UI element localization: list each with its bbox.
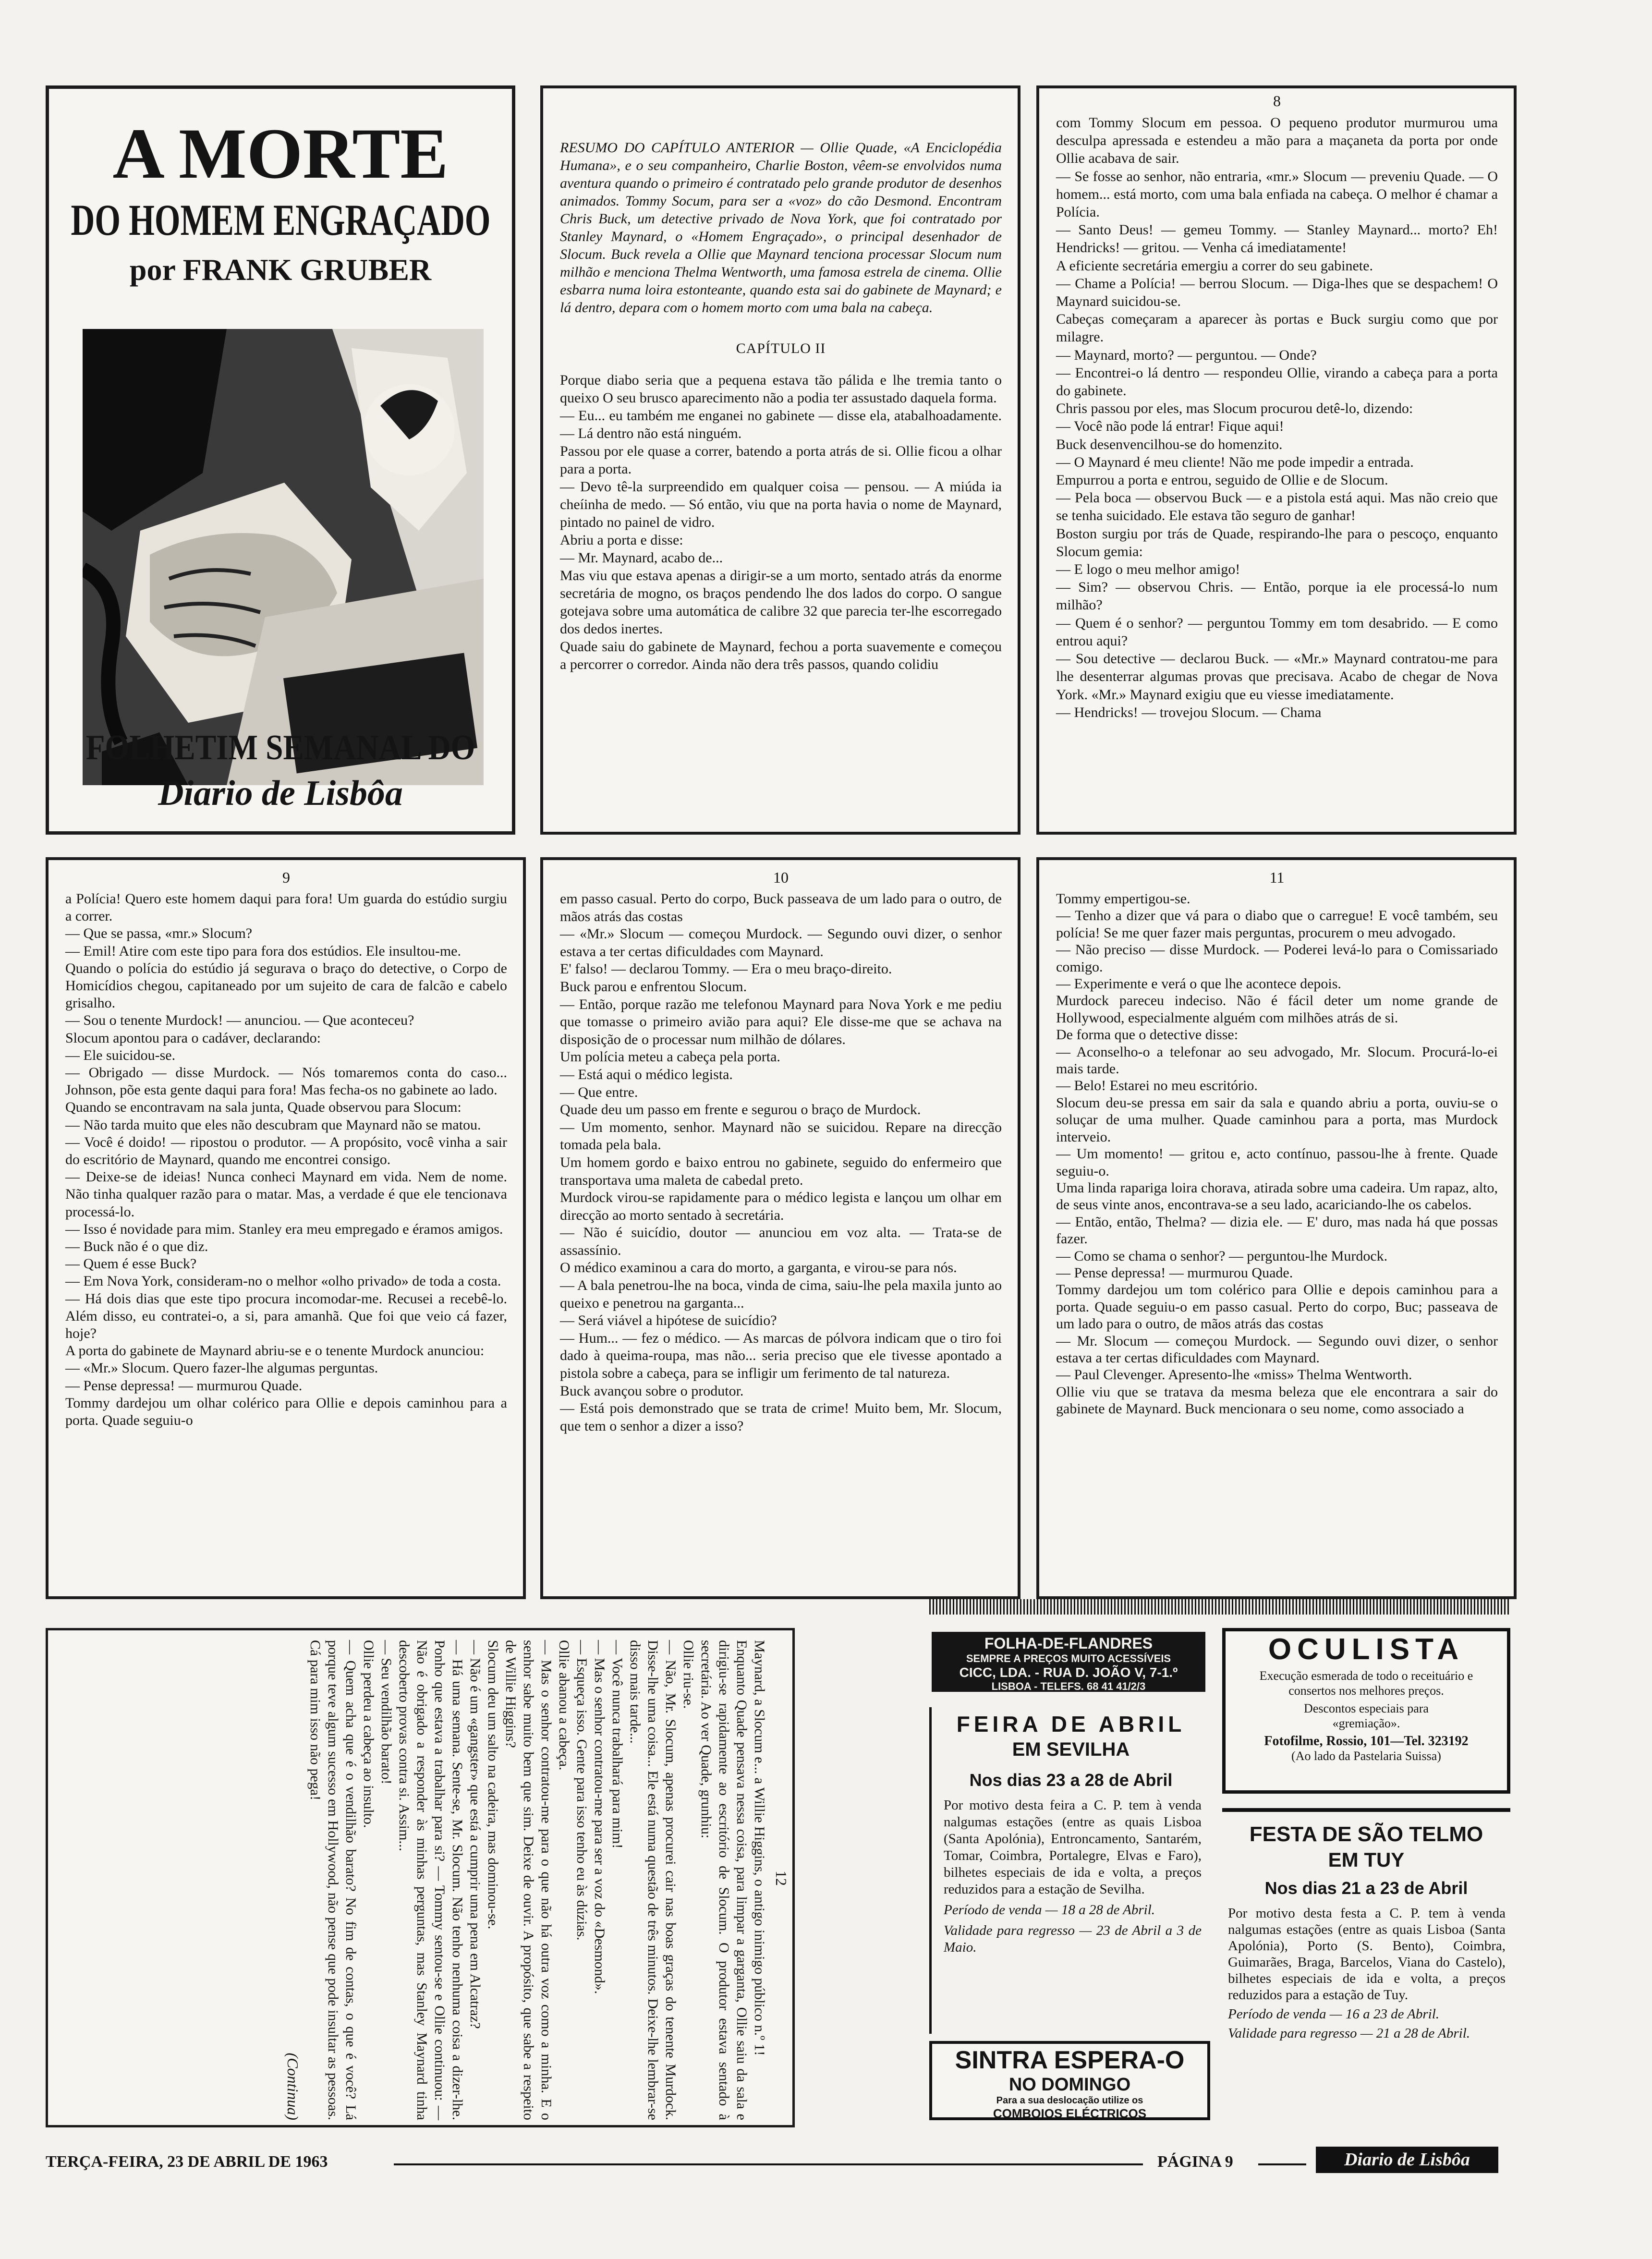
page-number: 12 xyxy=(773,1870,790,1886)
byline: por FRANK GRUBER xyxy=(129,253,432,287)
ad-oculista-text1: Execução esmerada de todo o receituário e consertos nos melhores preços. xyxy=(1259,1669,1473,1698)
ad-sevilha-validade: Validade para regresso — 23 de Abril a 3 de Maio. xyxy=(944,1923,1202,1955)
ad-telmo-validade: Validade para regresso — 21 a 28 de Abril. xyxy=(1228,2026,1470,2041)
page-body: Tommy empertigou-se. — Tenho a dizer que vá para o diabo que o carregue! E você também, seu polícia! Se me quer fazer mais perguntas, procurem o meu advogado. — Não preciso — disse Murdock. — Poderei levá-lo para o Comissariado comigo. — Experimente e verá o que lhe acontece depois. Murdock pareceu indeciso. Não é fácil deter um nome grande de Hollywood, especialmente alguém com milhões atrás de si. De forma que o detective disse: — Aconselho-o a telefonar ao seu advogado, Mr. Slocum. Procurá-lo-ei mais tarde. — Belo! Estarei no meu escritório. Slocum deu-se pressa em sair da sala e quando abriu a porta, ouviu-se o soluçar de uma mulher. Quade caminhou para a porta, mas Murdock interveio. — Um momento! — gritou e, acto contínuo, passou-lhe à frente. Quade seguiu-o. Uma linda rapariga loira chorava, atirada sobre uma cadeira. Um rapaz, alto, de seus vinte anos, encontrava-se a seu lado, acariciando-lhe os cabelos. — Então, então, Thelma? — dizia ele. — E' duro, mas nada há que possas fazer. — Como se chama o senhor? — perguntou-lhe Murdock. — Pense depressa! — murmurou Quade. Tommy dardejou um tom colérico para Ollie e depois caminhou para a porta. Quade seguiu-o em passo casual. Perto do corpo, Buc; passeava de um lado para o outro, de mãos atrás das costas — Mr. Slocum — começou Murdock. — Segundo ouvi dizer, o senhor estava a ter certas dificuldades com Maynard. — Paul Clevenger. Apresento-lhe «miss» Thelma Wentworth. Ollie viu que se tratava da mesma beleza que ele encontrara a sair do gabinete de Maynard. Buck mencionara o seu nome, como associado a xyxy=(1056,891,1498,1417)
ad-folha-line3: CICC, LDA. - RUA D. JOÃO V, 7-1.º xyxy=(959,1665,1178,1680)
page-11-panel xyxy=(1036,857,1517,1599)
ad-sintra-title2: NO DOMINGO xyxy=(1008,2075,1131,2095)
title-panel xyxy=(46,85,515,835)
illustration-man-hand-icon xyxy=(83,329,484,785)
page-body: com Tommy Slocum em pessoa. O pequeno produtor murmurou uma desculpa apressada e estendeu a mão para a maçaneta da porta por onde Ollie acabava de sair. — Se fosse ao senhor, não entraria, «mr.» Slocum — preveniu Quade. — O homem... está morto, com uma bala enfiada na cabeça. O melhor é chamar a Polícia. — Santo Deus! — gemeu Tommy. — Stanley Maynard... morto? Eh! Hendricks! — gritou. — Venha cá imediatamente! A eficiente secretária emergiu a correr do seu gabinete. — Chame a Polícia! — berrou Slocum. — Diga-lhes que se despachem! O Maynard suicidou-se. Cabeças começaram a aparecer às portas e Buck surgiu como que por milagre. — Maynard, morto? — perguntou. — Onde? — Encontrei-o lá dentro — respondeu Ollie, virando a cabeça para a porta do gabinete. Chris passou por eles, mas Slocum procurou detê-lo, dizendo: — Você não pode lá entrar! Fique aqui! Buck desenvencilhou-se do homenzito. — O Maynard é meu cliente! Não me pode impedir a entrada. Empurrou a porta e entrou, seguido de Ollie e de Slocum. — Pela boca — observou Buck — e a pistola está aqui. Mas não creio que se tenha suicidado. Ele estava tão seguro de ganhar! Boston surgiu por trás de Quade, respirando-lhe para o pescoço, enquanto Slocum gemia: — E logo o meu melhor amigo! — Sim? — observou Chris. — Então, porque ia ele processá-lo num milhão? — Quem é o senhor? — perguntou Tommy em tom desabrido. — E como entrou aqui? — Sou detective — declarou Buck. — «Mr.» Maynard contratou-me para lhe desenterrar algumas provas que precisava. Acabo de chegar de Nova York. «Mr.» Maynard exigiu que eu viesse imediatamente. — Hendricks! — trovejou Slocum. — Chama xyxy=(1056,115,1498,720)
page-body: a Polícia! Quero este homem daqui para fora! Um guarda do estúdio surgiu a correr. — Que se passa, «mr.» Slocum? — Emil! Atire com este tipo para fora dos estúdios. Ele insultou-me. Quando o polícia do estúdio já segurava o braço do detective, o Corpo de Homicídios chegou, capitaneado por um sujeito de cara de falcão e cabelo grisalho. — Sou o tenente Murdock! — anunciou. — Que aconteceu? Slocum apontou para o cadáver, declarando: — Ele suicidou-se. — Obrigado — disse Murdock. — Nós tomaremos conta do caso... Johnson, põe esta gente daqui para fora! Mas fecha-os no gabinete ao lado. Quando se encontravam na sala junta, Quade observou para Slocum: — Não tarda muito que eles não descubram que Maynard não se matou. — Você é doido! — ripostou o produtor. — A propósito, você vinha a sair do escritório de Maynard, quando me encontrei consigo. — Deixe-se de ideias! Nunca conheci Maynard em vida. Nem de nome. Não tinha qualquer razão para o matar. Mas, a verdade é que ele tencionava processá-lo. — Isso é novidade para mim. Stanley era meu empregado e éramos amigos. — Buck não é o que diz. — Quem é esse Buck? — Em Nova York, consideram-no o melhor «olho privado» de toda a costa. — Há dois dias que este tipo procura incomodar-me. Recusei a recebê-lo. Além disso, eu contratei-o, a si, para amanhã. Que foi que veio cá fazer, hoje? A porta do gabinete de Maynard abriu-se e o tenente Murdock anunciou: — «Mr.» Slocum. Quero fazer-lhe algumas perguntas. — Pense depressa! — murmurou Quade. Tommy dardejou um olhar colérico para Ollie e depois caminhou para a porta. Quade seguiu-o xyxy=(65,891,507,1429)
continua-label: (Continua) xyxy=(284,2053,302,2120)
decorative-rule xyxy=(929,1599,1510,1615)
ad-folha-line2: SEMPRE A PREÇOS MUITO ACESSÍVEIS xyxy=(966,1652,1171,1664)
chapter-heading: CAPÍTULO II xyxy=(736,340,826,356)
ad-oculista-address: Fotofilme, Rossio, 101—Tel. 323192 xyxy=(1264,1734,1469,1749)
footer-rule xyxy=(394,2163,1143,2165)
series-label-visible: FOLHETIM SEMANAL DO xyxy=(85,728,475,767)
illustration xyxy=(83,329,484,785)
ad-telmo-text: Por motivo desta festa a C. P. tem à venda nalgumas estações (entre as quais Lisboa (Santa Apolónia), Porto (S. Bento), Coimbra, Guimarães, Braga, Barcelos, Viana do Castelo), bilhetes especiais de ida e volta, a preços reduzidos para a estação de Tuy. xyxy=(1228,1906,1506,2003)
ad-folha-line4: LISBOA - TELEFS. 68 41 41/2/3 xyxy=(991,1680,1146,1692)
ad-sao-telmo xyxy=(1222,1808,1510,2125)
ad-oculista-text2: Descontos especiais para «gremiação». xyxy=(1304,1701,1429,1730)
ad-telmo-title1: FESTA DE SÃO TELMO xyxy=(1249,1822,1483,1846)
ad-sevilha xyxy=(929,1707,1210,2034)
page-10-panel xyxy=(540,857,1020,1599)
ad-folha-line1: FOLHA-DE-FLANDRES xyxy=(984,1635,1153,1652)
page-9-panel xyxy=(46,857,526,1599)
footer-logo: Diario de Lisbôa xyxy=(1316,2147,1498,2173)
ad-oculista xyxy=(1222,1628,1510,1794)
footer-page: PÁGINA 9 xyxy=(1157,2153,1233,2171)
chapter-recap: RESUMO DO CAPÍTULO ANTERIOR — Ollie Quade, «A Enciclopédia Humana», e o seu companheiro, Charlie Boston, vêem-se envolvidos numa aventura quando o primeiro é contratado pelo grande produtor de desenhos animados. Tommy Socum, para ser a «voz» do cão Desmond. Encontram Chris Buck, um detective privado de Nova York, que foi contratado por Stanley Maynard, o «Homem Engraçado», o principal desenhador de Slocum. Buck revela a Ollie que Maynard tenciona processar Slocum num milhão e menciona Thelma Wentworth, uma famosa estrela de cinema. Ollie esbarra numa loira estonteante, quando esta sai do gabinete de Maynard; e lá dentro, depara com o homem morto com uma bala na cabeça. xyxy=(560,140,1002,316)
ad-sevilha-text: Por motivo desta feira a C. P. tem à venda nalgumas estações (entre as quais Lisboa (Santa Apolónia), Entroncamento, Santarém, Tomar, Coimbra, Portalegre, Elvas e Faro), bilhetes especiais de ida e volta, a preços reduzidos para a estação de Sevilha. xyxy=(944,1797,1202,1897)
page-8-panel xyxy=(540,85,1020,835)
page-body: Maynard, a Slocum e... a Willie Higgins, o antigo inimigo público n.º 1! Enquanto Quade pensava nessa coisa, para limpar a garganta, Ollie saiu da sala e dirigiu-se rapidamente ao escritório de Slocum. O produtor estava sentado à secretária. Ao ver Quade, grunhiu: Ollie riu-se. — Não, Mr. Slocum, apenas procurei cair nas boas graças do tenente Murdock. Disse-lhe uma coisa... Ele está numa questão de três minutos. Deixe-lhe lembrar-se disso mais tarde... — Você nunca trabalhará para mim! — Mas o senhor contratou-me para ser a voz do «Desmond». — Esqueça isso. Gente para isso tenho eu às dúzias. Ollie abanou a cabeça. — Mas o senhor contratou-me para o que não há outra voz como a minha. E o senhor sabe muito bem que sim. Deixe de ouvir. A propósito, que sabe a respeito de Willie Higgins? Slocum deu um salto na cadeira, mas dominou-se. — Não é um «gangster» que está a cumprir uma pena em Alcatraz? — Há uma semana. Sente-se, Mr. Slocum. Não tenho nenhuma coisa a dizer-lhe. Ponho que estava a trabalhar para si? — Tommy sentou-se e Ollie continuou: — Não é obrigado a responder às minhas perguntas, mas Stanley Maynard tinha descoberto provas contra si. Assim... — Seu vendilhão barato! Ollie perdeu a cabeça ao insulto. — Quem acha que é o vendilhão barato? No fim de contas, o que é você? Lá porque teve algum sucesso em Hollywood, não pense que pode insultar as pessoas. Cá para mim isso não pega! xyxy=(307,1640,767,2120)
footer-rule-2 xyxy=(1258,2163,1306,2165)
chapter-body: Porque diabo seria que a pequena estava tão pálida e lhe tremia tanto o queixo O seu brusco aparecimento não a podia ter assustado daquela forma. — Eu... eu também me enganei no gabinete — disse ela, atabalhoadamente. — Lá dentro não está ninguém. Passou por ele quase a correr, batendo a porta atrás de si. Ollie ficou a olhar para a porta. — Devo tê-la surpreendido em qualquer coisa — pensou. — A miúda ia cheíinha de medo. — Só então, viu que na porta havia o nome de Maynard, pintado no painel de vidro. Abriu a porta e disse: — Mr. Maynard, acabo de... Mas viu que estava apenas a dirigir-se a um morto, sentado atrás da enorme secretária de mogno, os braços pendendo lhe dos lados do corpo. O sangue gotejava sobre uma automática de calibre 32 que parecia ter-lhe escorregado dos dedos inertes. Quade saiu do gabinete de Maynard, fechou a porta suavemente e começou a percorrer o corredor. Ainda não dera três passos, quando colidiu xyxy=(560,372,1002,672)
page-8b-panel xyxy=(1036,85,1517,835)
footer-date: TERÇA-FEIRA, 23 DE ABRIL DE 1963 xyxy=(46,2153,328,2171)
page-number: 11 xyxy=(1269,869,1285,886)
ad-folha-de-flandres xyxy=(932,1632,1205,1692)
ad-sintra xyxy=(929,2041,1210,2120)
page-12-panel xyxy=(46,1628,795,2127)
ad-sintra-line2: COMBOIOS ELÉCTRICOS xyxy=(993,2106,1147,2121)
ad-sevilha-title2: EM SEVILHA xyxy=(1012,1739,1130,1760)
page-number: 8 xyxy=(1273,92,1281,109)
ad-telmo-dates: Nos dias 21 a 23 de Abril xyxy=(1264,1878,1468,1898)
ad-telmo-title2: EM TUY xyxy=(1328,1848,1405,1871)
ad-telmo-venda: Período de venda — 16 a 23 de Abril. xyxy=(1228,2006,1440,2022)
title-line1: A MORTE xyxy=(112,114,449,194)
title-line2: DO HOMEM ENGRAÇADO xyxy=(71,195,491,244)
ad-sintra-title1: SINTRA ESPERA-O xyxy=(955,2046,1185,2074)
page-body: em passo casual. Perto do corpo, Buck passeava de um lado para o outro, de mãos atrás das costas — «Mr.» Slocum — começou Murdock. — Segundo ouvi dizer, o senhor estava a ter certas dificuldades com Maynard. E' falso! — declarou Tommy. — Era o meu braço-direito. Buck parou e enfrentou Slocum. — Então, porque razão me telefonou Maynard para Nova York e me pediu que tomasse o primeiro avião para aqui? Ele disse-me que se achava na disposição de o processar num milhão de dólares. Um polícia meteu a cabeça pela porta. — Está aqui o médico legista. — Que entre. Quade deu um passo em frente e segurou o braço de Murdock. — Um momento, senhor. Maynard não se suicidou. Repare na direcção tomada pela bala. Um homem gordo e baixo entrou no gabinete, seguido do enfermeiro que transportava uma maleta de cabedal preto. Murdock virou-se rapidamente para o médico legista e lançou um olhar em direcção ao morto sentado à secretária. — Não é suicídio, doutor — anunciou em voz alta. — Trata-se de assassínio. O médico examinou a cara do morto, a garganta, e virou-se para nós. — A bala penetrou-lhe na boca, vinda de cima, saiu-lhe pela maxila junto ao queixo e penetrou na garganta... — Será viável a hipótese de suicídio? — Hum... — fez o médico. — As marcas de pólvora indicam que o tiro foi dado à queima-roupa, mas não... seria preciso que ele tivesse apontado a pistola sobre a cabeça, para se infligir um ferimento de tal natureza. Buck avançou sobre o produtor. — Está pois demonstrado que se trata de crime! Muito bem, Mr. Slocum, que tem o senhor a dizer a isso? xyxy=(560,891,1002,1434)
ad-oculista-address2: (Ao lado da Pastelaria Suissa) xyxy=(1291,1749,1441,1763)
ad-sintra-line1: Para a sua deslocação utilize os xyxy=(996,2095,1143,2106)
ad-sevilha-title1: FEIRA DE ABRIL xyxy=(956,1712,1186,1737)
masthead: Diario de Lisbôa xyxy=(158,774,403,813)
ad-sevilha-dates: Nos dias 23 a 28 de Abril xyxy=(969,1770,1173,1790)
page-number: 9 xyxy=(282,869,290,886)
page-number: 10 xyxy=(773,869,789,886)
ad-oculista-title: OCULISTA xyxy=(1268,1633,1465,1666)
ad-sevilha-venda: Período de venda — 18 a 28 de Abril. xyxy=(944,1902,1155,1918)
